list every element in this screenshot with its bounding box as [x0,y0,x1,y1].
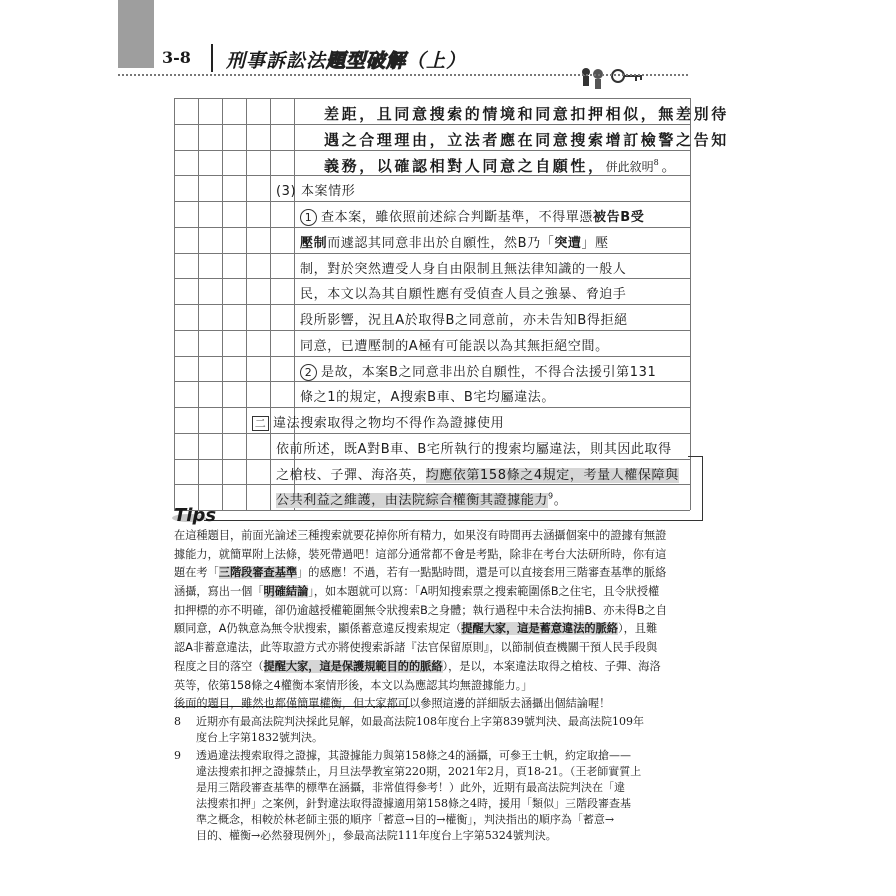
line-tail: 併此敘明 [605,159,654,174]
grid-col-line [246,98,247,510]
grid-row-line [174,304,690,305]
footnote [174,714,714,746]
tips-text: 」的感應！不過，若有一點點時間，還是可以直接套用三階審查基準的脈絡 [297,566,667,580]
tips-label: Tips [174,505,217,526]
tips-emphasis: 三階段審查基準 [218,566,298,580]
footnote-number: 9 [174,749,181,762]
grid-row-line [174,510,690,511]
grid-line [276,438,672,457]
line-text: (3) 本案情形 [276,184,356,200]
line-end: 。 [553,493,568,509]
line-end: 。 [661,156,679,175]
grid-row-line [174,253,690,254]
line-text: 民，本文以為其自願性應有受偵查人員之強暴、脅迫手 [300,287,627,303]
tips-line [174,620,714,639]
grid-line [324,155,679,176]
header-separator [211,44,213,72]
line-text: 違法搜索取得之物均不得作為證據使用 [273,416,505,431]
line-text: 段所影響，況且A於取得B之同意前，亦未告知B得拒絕 [300,313,628,328]
footnote-text: 近期亦有最高法院判決採此見解，如最高法院108年度台上字第839號判決、最高法院109年 [196,715,644,728]
grid-col-line [174,98,175,510]
annotation-bracket-base [204,520,702,521]
tips-line [174,677,714,696]
tips-text: 後面的題目，雖然也都僅簡單權衡，但大家都可以參照這邊的詳細版去涵攝出個結論喔！ [174,697,611,711]
footnote-text: 違法搜索扣押之證據禁止，月旦法學教室第220期，2021年2月，頁18-21。（王老師實質上 [196,765,642,778]
emphasis: 壓制 [300,235,328,251]
page-header [118,44,688,74]
tips-line [174,546,714,565]
grid-col-line [198,98,199,510]
tips-line [174,639,714,658]
circled-number: 1 [300,209,317,226]
tips-line [174,602,714,621]
line-text: 查本案，雖依照前述綜合判斷基準，不得單憑 [321,210,594,225]
tips-line [174,695,714,714]
grid-col-line [222,98,223,510]
grid-line [300,335,609,354]
boxed-number: 二 [252,416,269,431]
line-text: 同意，已遭壓制的A極有可能誤以為其無拒絕空間。 [300,338,609,354]
footnote-rule [174,706,410,707]
grid-row-line [174,433,690,434]
grid-row-line [174,201,690,202]
grid-line [300,206,644,226]
footnote [174,748,714,844]
mascot-key-icon [578,64,648,96]
annotation-bracket [688,456,703,521]
footnote-line [174,748,714,764]
grid-row-line [174,227,690,228]
grid-line [300,386,555,405]
grid-row-line [174,356,690,357]
tips-text: 程度之目的落空（ [174,659,264,673]
tips-term: 法官保留原則 [416,641,484,655]
grid-row-line [174,459,690,460]
grid-line [324,129,729,150]
grid-line [276,464,679,483]
grid-col-line [690,98,691,510]
answer-grid [174,98,729,510]
grid-row-line [174,330,690,331]
line-text: 之槍枝、子彈、海洛英， [276,467,426,483]
line-text: 依前所述，既A對B車、B宅所執行的搜索均屬違法，則其因此取得 [276,441,672,457]
page-number: 3-8 [162,48,191,67]
emphasis: 突遭 [554,235,582,251]
grid-line [300,309,628,328]
grid-line [252,412,504,431]
footnote-number: 8 [174,715,181,728]
footnote-line [174,812,714,828]
tips-text: 英等，依第158條之4權衡本案情形後，本文以為應認其均無證據能力。」 [174,678,533,692]
header-dotted-rule [118,74,688,76]
footnote-line [174,730,714,746]
tips-emphasis: 提醒大家，這是蓄意違法的脈絡 [461,622,618,636]
footnote-line [174,828,714,844]
line-text: 差距，且同意搜索的情境和同意扣押相似，無差別待 [324,105,729,123]
tips-text: 涵攝，寫出一個「 [174,585,264,599]
grid-line [324,103,729,124]
grid-line [276,489,567,508]
footnote-text: 透過違法搜索取得之證據，其證據能力與第158條之4的涵攝，可參王士帆，約定取搶—— [196,749,631,762]
tips-text: ），且難 [617,622,658,636]
grid-col-line [270,98,271,510]
tips-text: 認A非蓄意違法，此等取證方式亦將使搜索訴諸『 [174,641,417,655]
grid-row-line [174,407,690,408]
tips-text: 據能力，就簡單附上法條，裝死帶過吧！這部分通常都不會是考點，除非在考台大法研所時，你有這 [174,547,667,561]
tips-line [174,583,714,602]
footnote-line [174,780,714,796]
grid-line [300,232,609,251]
footnote-text: 準之概念，相較於林老師主張的順序「蓄意→目的→權衡」，判決指出的順序為「蓄意→ [196,813,615,826]
line-text: 是故，本案B之同意非出於自願性，不得合法援引第131 [321,364,657,380]
circled-number: 2 [300,364,317,381]
footnote-text: 是用三階段審查基準的標準在涵攝，非常值得參考！）此外，近期有最高法院判決在「違 [196,781,625,794]
line-text: 制，對於突然遭受人身自由限制且無法律知識的一般人 [300,261,627,277]
tips-text: 』，以節制偵查機關干預人民手段與 [483,641,658,655]
line-text: 」壓 [581,235,609,251]
tips-text: 」，如本題就可以寫：「A明知搜索票之搜索範圍係B之住宅，且令狀授權 [308,585,660,599]
grid-row-line [174,98,690,99]
tips-body [174,527,714,714]
tips-text: 題在考「 [174,566,219,580]
footnote-line [174,796,714,812]
line-text: 而遽認其同意非出於自願性，然B乃「 [327,235,555,251]
tips-line [174,564,714,583]
footnote-text: 目的、權衡→必然發現例外」，參最高法院111年度台上字第5324號判決。 [196,829,557,842]
grid-row-line [174,381,690,382]
tips-text: ），是以，本案違法取得之槍枝、子彈、海洛 [442,659,661,673]
footnote-ref: 8 [653,157,662,167]
grid-line [300,283,626,302]
footnote-line [174,764,714,780]
grid-line [300,361,656,381]
tips-emphasis: 明確結論 [263,585,309,599]
footnote-text: 度台上字第1832號判決。 [196,731,323,744]
grid-line [276,180,355,199]
line-text: 義務，以確認相對人同意之自願性， [324,156,606,175]
title-part-1: 刑事訴訟法 [226,50,327,72]
tips-text: 扣押標的亦不明確，卻仍逾越授權範圍無令狀搜索B之身體；執行過程中未合法拘捕B、亦未得B之自 [174,603,667,617]
footnote-text: 法搜索扣押」之案例，針對違法取得證據適用第158條之4時，援用「類似」三階段審查基 [196,797,631,810]
tips-text: 在這種題目，前面光論述三種搜索就要花掉你所有精力，如果沒有時間再去涵攝個案中的證據有無證 [174,529,667,542]
grid-line [300,258,626,277]
line-text: 遇之合理理由，立法者應在同意搜索增訂檢警之告知 [324,130,729,149]
tips-emphasis: 提醒大家，這是保護規範目的的脈絡 [263,659,443,673]
title-part-highlight: 題型破解 [326,50,407,72]
shaded-text: 均應依第158條之4規定，考量人權保障與 [425,467,679,483]
tips-text: 願同意，A仍執意為無令狀搜索，顯係蓄意違反搜索規定（ [174,622,462,636]
footnote-ref: 9 [548,491,554,501]
line-text: 條之1的規定，A搜索B車、B宅均屬違法。 [300,390,556,406]
book-title [226,46,466,73]
grid-row-line [174,484,690,485]
shaded-text: 公共利益之維護，由法院綜合權衡其證據能力 [276,493,549,509]
emphasis: 被告B受 [593,210,645,225]
title-part-3: （上） [406,50,467,72]
footnote-line [174,714,714,730]
tips-line [174,658,714,677]
tips-line [174,527,714,546]
grid-row-line [174,278,690,279]
